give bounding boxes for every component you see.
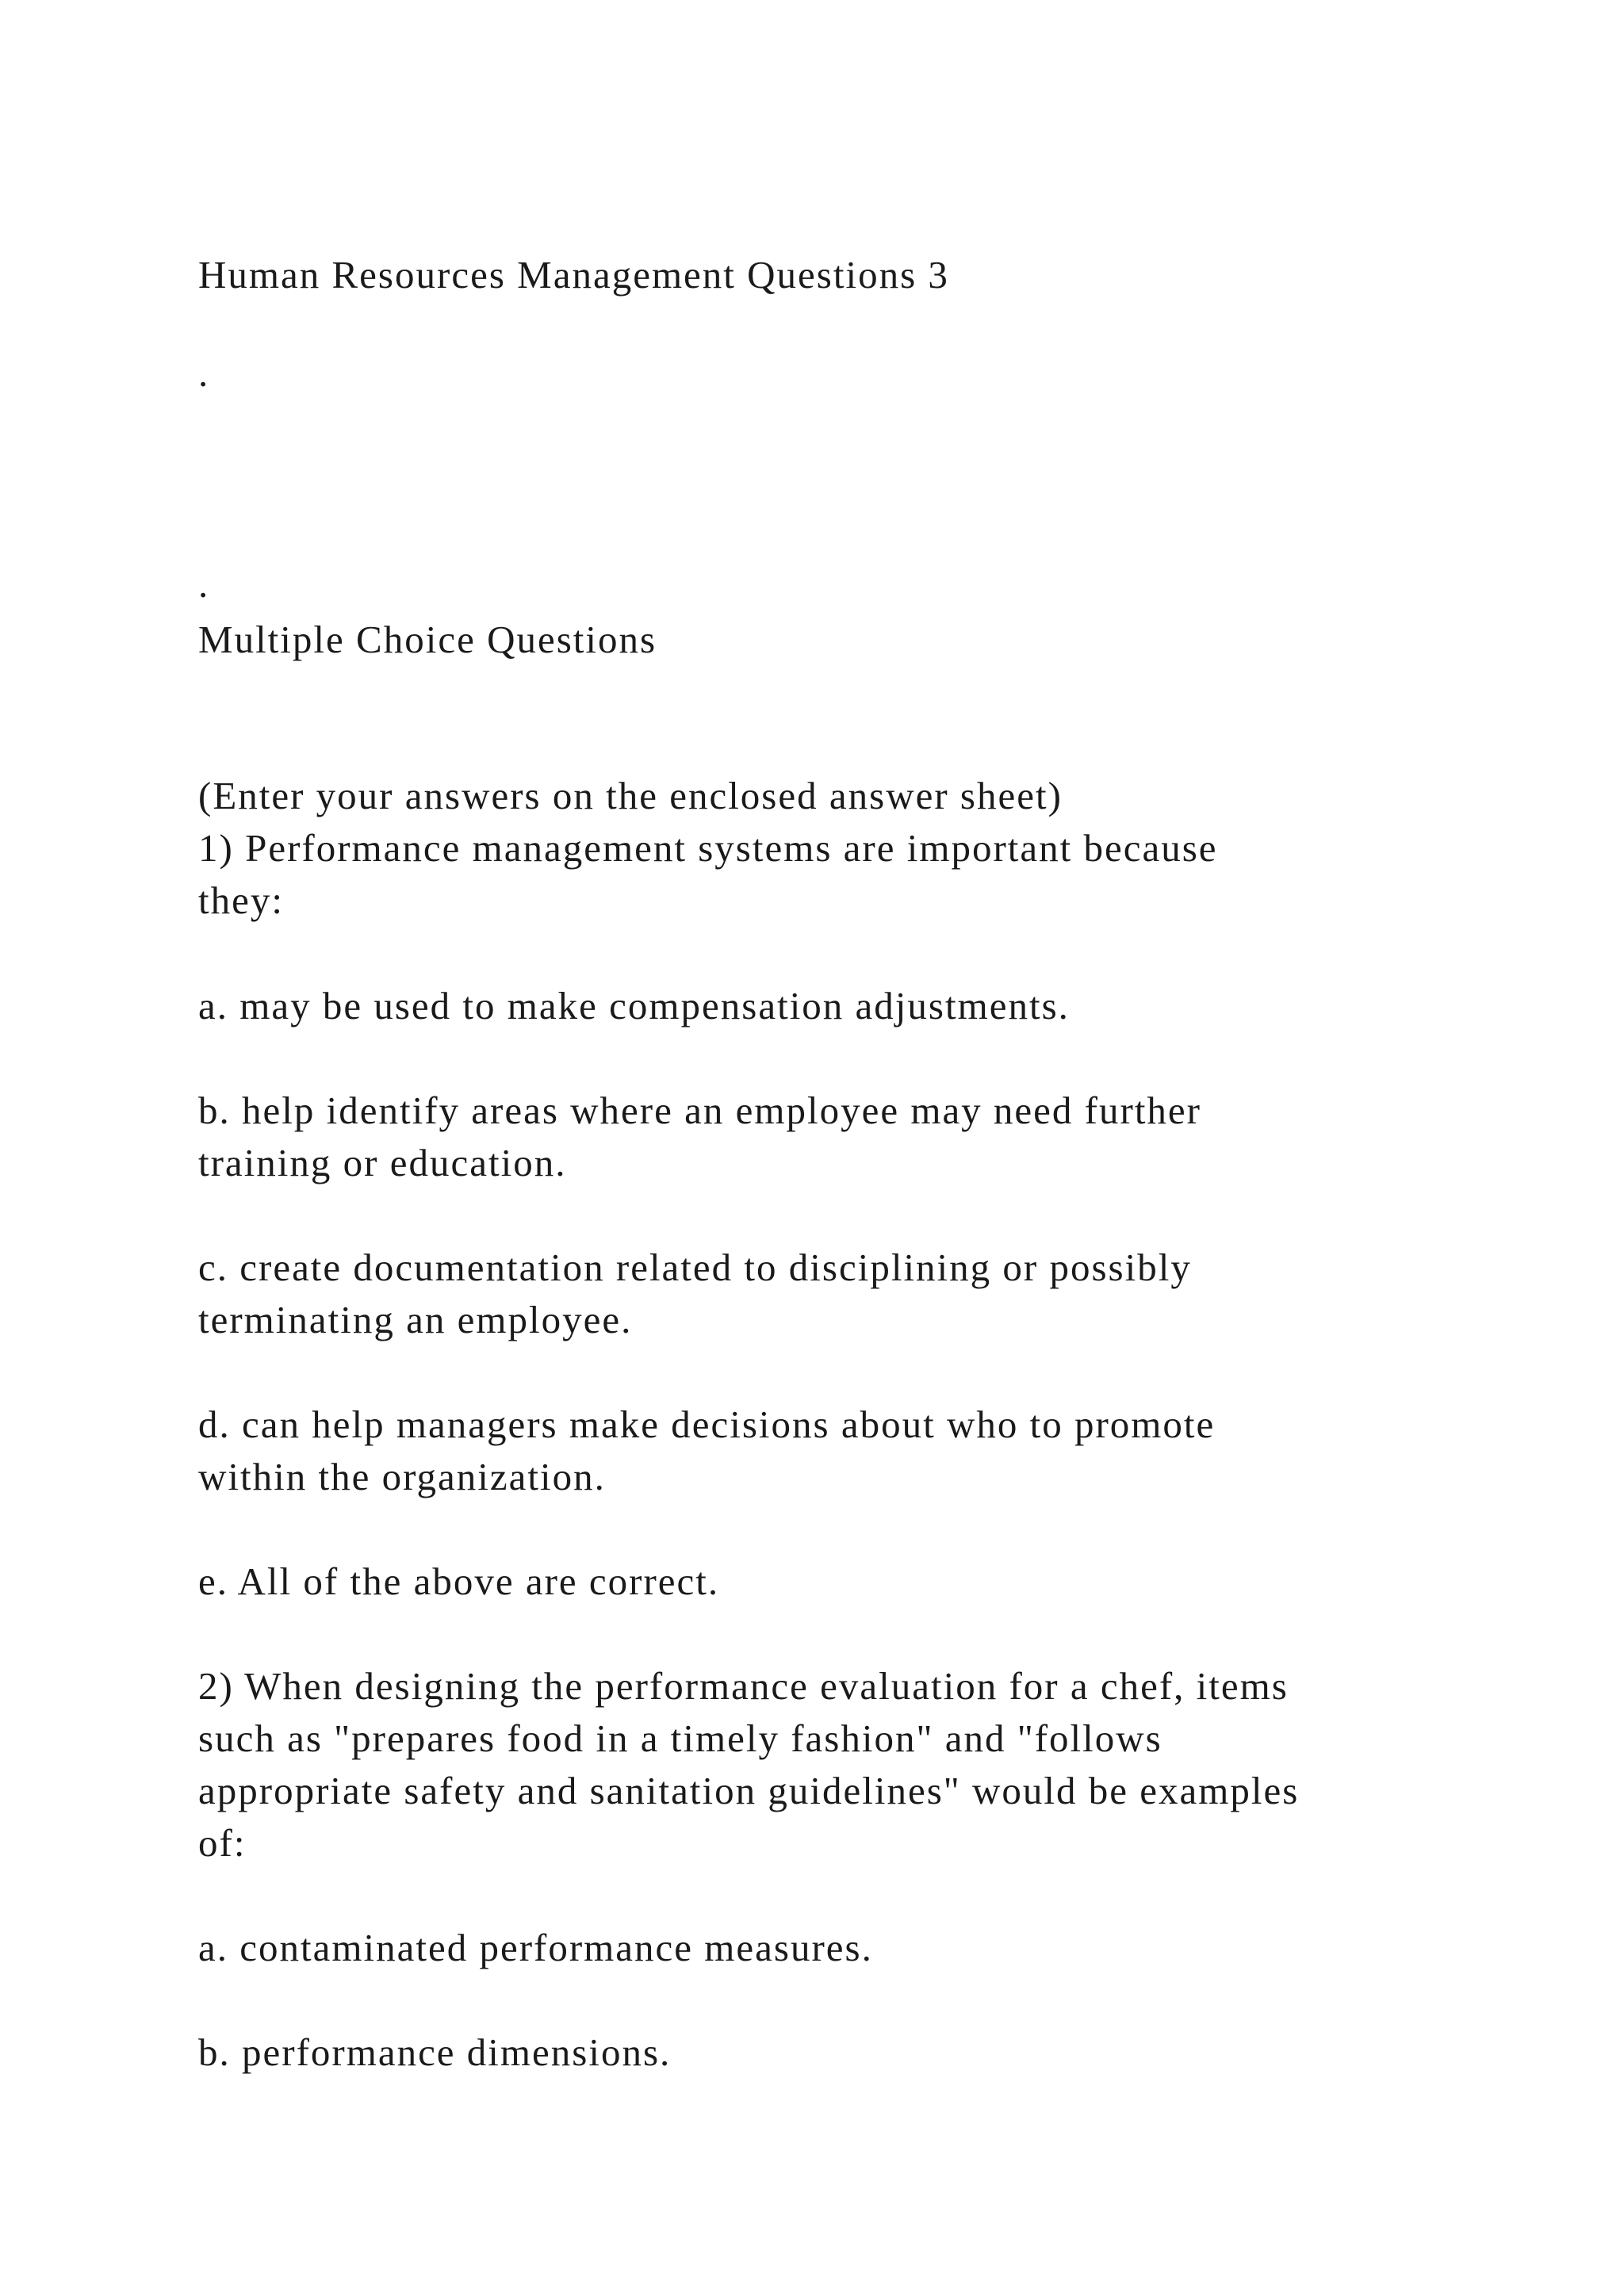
question-1-option-e: e. All of the above are correct. bbox=[198, 1559, 720, 1603]
question-1-option-d-line-1: d. can help managers make decisions about who to promote bbox=[198, 1402, 1216, 1446]
question-2-stem-line-2: such as "prepares food in a timely fashion" and "follows bbox=[198, 1716, 1162, 1760]
question-1-option-c-line-1: c. create documentation related to disciplining or possibly bbox=[198, 1246, 1192, 1289]
question-1-stem-line-1: 1) Performance management systems are important because bbox=[198, 826, 1218, 870]
question-2-stem-line-1: 2) When designing the performance evaluation for a chef, items bbox=[198, 1664, 1289, 1708]
question-1-option-b-line-1: b. help identify areas where an employee may need further bbox=[198, 1089, 1201, 1132]
question-2-stem-line-3: appropriate safety and sanitation guidelines" would be examples bbox=[198, 1769, 1300, 1812]
question-2-option-a: a. contaminated performance measures. bbox=[198, 1926, 873, 1969]
section-heading: Multiple Choice Questions bbox=[198, 618, 657, 661]
separator-dot: . bbox=[198, 351, 210, 395]
separator-dot: . bbox=[198, 562, 210, 606]
instructions-text: (Enter your answers on the enclosed answer sheet) bbox=[198, 774, 1063, 817]
question-1-stem-line-2: they: bbox=[198, 878, 284, 922]
document-title: Human Resources Management Questions 3 bbox=[198, 253, 949, 297]
question-1-option-a: a. may be used to make compensation adjustments. bbox=[198, 984, 1070, 1027]
question-1-option-b-line-2: training or education. bbox=[198, 1141, 567, 1184]
question-1-option-c-line-2: terminating an employee. bbox=[198, 1298, 633, 1341]
question-2-option-b: b. performance dimensions. bbox=[198, 2030, 672, 2074]
question-1-option-d-line-2: within the organization. bbox=[198, 1455, 606, 1498]
question-2-stem-line-4: of: bbox=[198, 1821, 247, 1865]
